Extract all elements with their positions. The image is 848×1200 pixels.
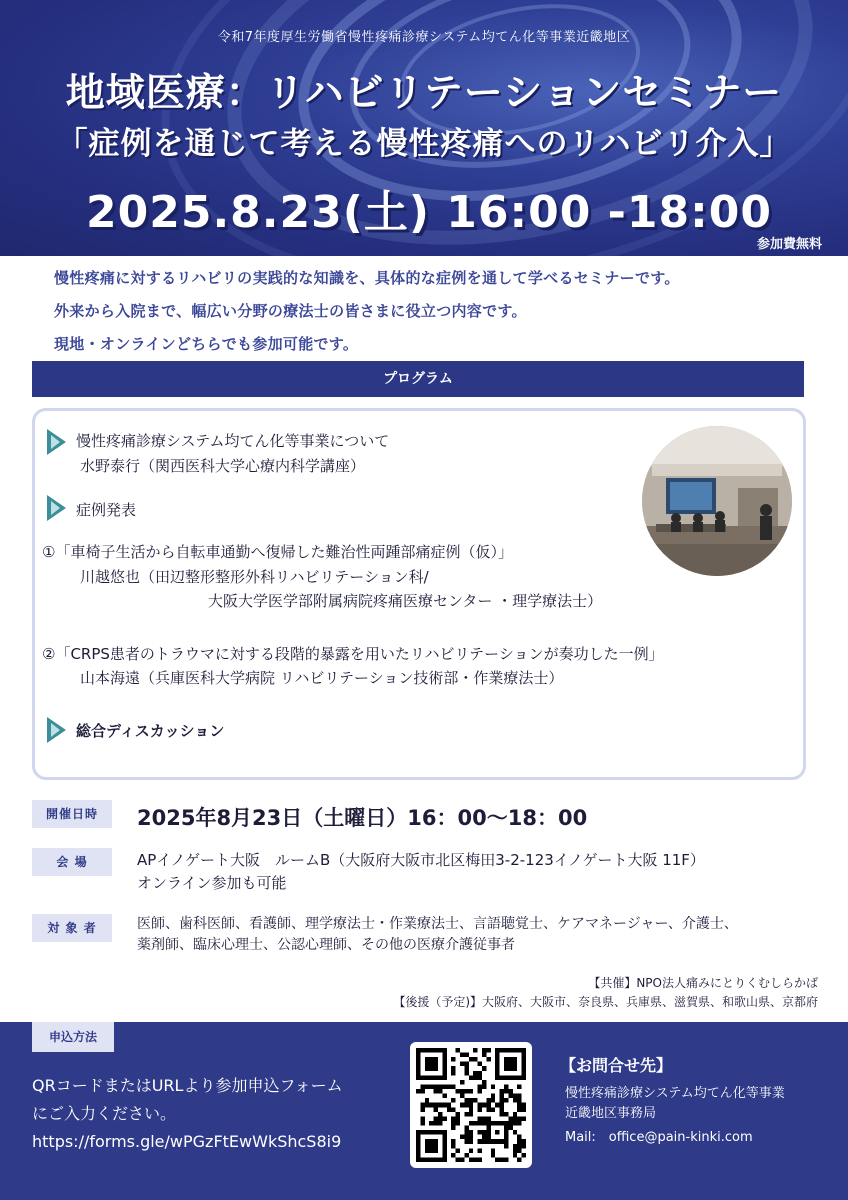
intro-line: 外来から入院まで、幅広い分野の療法士の皆さまに役立つ内容です。 [54,302,527,320]
program-heading: プログラム [32,361,804,397]
date-value: 2025年8月23日（土曜日）16：00～18：00 [137,806,588,830]
contact-org-line: 近畿地区事務局 [565,1106,657,1121]
target-value [137,914,738,956]
apply-label: 申込方法 [32,1022,114,1052]
contact-heading: 【お問合せ先】 [560,1056,673,1075]
supporters: 【後援（予定)】大阪府、大阪市、奈良県、兵庫県、滋賀県、和歌山県、京都府 [393,995,818,1009]
program-item-title: 症例発表 [76,501,137,519]
apply-instructions [32,1072,343,1156]
venue-line: APイノゲート大阪 ルームB（大阪府大阪市北区梅田3-2-123イノゲート大阪 11F） [137,851,705,869]
seminar-photo [642,426,792,576]
apply-line: にご入力ください。 [32,1104,177,1123]
organizer-line: 令和7年度厚生労働省慢性疼痛診療システム均てん化等事業近畿地区 [217,30,631,45]
apply-line: QRコードまたはURLより参加申込フォーム [32,1076,343,1095]
program-item-title: 総合ディスカッション [76,722,225,740]
intro-line: 慢性疼痛に対するリハビリの実践的な知識を、具体的な症例を通して学べるセミナーです。 [54,269,680,287]
case-speaker: 川越悠也（田辺整形整形外科リハビリテーション科/ [80,568,429,586]
triangle-bullet-icon [45,428,67,456]
program-speaker: 水野泰行（関西医科大学心療内科学講座） [80,457,366,475]
case-speaker: 大阪大学医学部附属病院疼痛医療センター ・理学療法士） [208,592,603,610]
fee-note: 参加費無料 [756,237,822,252]
page-subtitle: 「症例を通じて考える慢性疼痛へのリハビリ介入」 [56,126,792,162]
triangle-bullet-icon [45,716,67,744]
contact-org [565,1084,785,1124]
case-speaker: 山本海遠（兵庫医科大学病院 リハビリテーション技術部・作業療法士） [80,669,564,687]
venue-line: オンライン参加も可能 [137,874,287,892]
seminar-room-image [642,426,792,576]
apply-url-link[interactable]: https://forms.gle/wPGzFtEwWkShcS8i9 [32,1132,342,1151]
date-label: 開催日時 [32,800,112,828]
target-line: 医師、歯科医師、看護師、理学療法士・作業療法士、言語聴覚士、ケアマネージャー、介護士、 [137,916,738,932]
venue-value [137,849,705,895]
sponsors [393,974,818,1012]
target-line: 薬剤師、臨床心理士、公認心理師、その他の医療介護従事者 [137,937,515,953]
event-date-time: 2025.8.23(土) 16:00 -18:00 [86,187,772,238]
co-host: 【共催】NPO法人痛みにとりくむしらかば [588,976,818,990]
program-item-title: 慢性疼痛診療システム均てん化等事業について [76,432,390,450]
header-banner [0,0,848,256]
target-label: 対 象 者 [32,914,112,942]
qr-code[interactable] [410,1042,532,1168]
contact-mail[interactable]: Mail: office@pain-kinki.com [565,1130,753,1145]
triangle-bullet-icon [45,494,67,522]
venue-label: 会 場 [32,848,112,876]
intro-text [54,262,680,361]
contact-org-line: 慢性疼痛診療システム均てん化等事業 [565,1086,785,1101]
intro-line: 現地・オンラインどちらでも参加可能です。 [54,335,359,353]
qr-code-icon [416,1048,526,1162]
case-title: ②「CRPS患者のトラウマに対する段階的暴露を用いたリハビリテーションが奏功した一例」 [42,645,664,663]
case-title: ①「車椅子生活から自転車通勤へ復帰した難治性両踵部痛症例（仮）」 [42,543,513,561]
page-title: 地域医療：リハビリテーションセミナー [65,71,783,116]
